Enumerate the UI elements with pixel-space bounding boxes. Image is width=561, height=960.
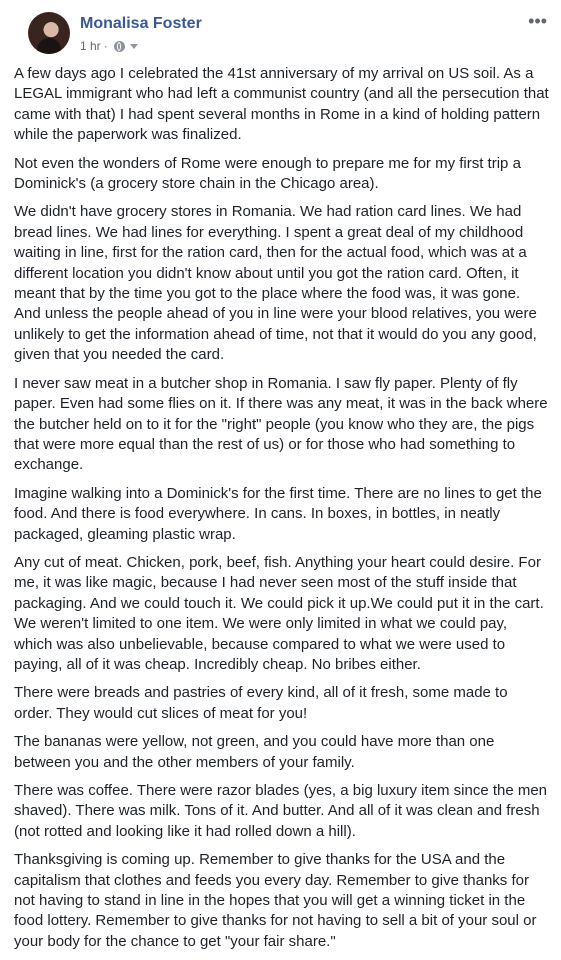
post-paragraph: There was coffee. There were razor blades (yes, a big luxury item since the men shaved). There was milk. Tons of it. And butter. And all of it was clean and fresh (not rotted and looking like it had rolled down a hill).: [14, 782, 548, 840]
post-paragraph: There were breads and pastries of every kind, all of it fresh, some made to order. They would cut slices of meat for you!: [14, 684, 508, 722]
post-paragraph: I never saw meat in a butcher shop in Romania. I saw fly paper. Plenty of fly paper. Even had some flies on it. If there was any meat, it was in the back where the butcher held on to it for the "right" people (you know who they are, the pigs that were more equal than the rest of us) or for those who had something to exchange.: [14, 374, 548, 474]
post-header: [14, 0, 561, 62]
more-options-icon[interactable]: •••: [528, 11, 547, 31]
timestamp[interactable]: 1 hr: [80, 39, 101, 53]
post-paragraph: A few days ago I celebrated the 41st anniversary of my arrival on US soil. As a LEGAL immigrant who had left a communist country (and all the persecution that came with that) I had spent several months in Rome in a kind of holding pattern while the paperwork was finalized.: [14, 65, 549, 144]
post-paragraph: Any cut of meat. Chicken, pork, beef, fish. Anything your heart could desire. For me, it was like magic, because I had never seen most of the stuff inside that packaging. And we could touch it. We could pick it up.We could put it in the cart. We weren't limited to one item. We were only limited in what we could pay, which was also unbelievable, because compared to what we were used to paying, all of it was cheap. Incredibly cheap. No bribes either.: [14, 553, 544, 673]
meta-separator: ·: [103, 39, 108, 53]
author-name[interactable]: Monalisa Foster: [80, 15, 202, 32]
globe-icon[interactable]: [114, 41, 125, 52]
chevron-down-icon[interactable]: [130, 44, 138, 49]
post-paragraph: The bananas were yellow, not green, and you could have more than one between you and the other members of your family.: [14, 733, 495, 771]
post-paragraph: Imagine walking into a Dominick's for the first time. There are no lines to get the food. And there is food everywhere. In cans. In boxes, in bottles, in neatly packaged, gleaming plastic wrap.: [14, 484, 542, 543]
avatar[interactable]: [28, 12, 70, 54]
post-body: [14, 64, 549, 960]
post-paragraph: Not even the wonders of Rome were enough to prepare me for my first trip a Dominick's (a grocery store chain in the Chicago area).: [14, 154, 521, 193]
post-meta: [80, 38, 138, 54]
post-paragraph: Thanksgiving is coming up. Remember to give thanks for the USA and the capitalism that clothes and feeds you every day. Remember to give thanks for not having to stand in line in the hopes that you will get a winning ticket in the food lottery. Remember to give thanks for not having to sell a bit of your soul or your body for the chance to get "your fair share.": [14, 851, 537, 950]
post-paragraph: We didn't have grocery stores in Romania. We had ration card lines. We had bread lines. We had lines for everything. I spent a great deal of my childhood waiting in line, first for the ration card, then for the actual food, which was at a different location you didn't know about until you got the ration card. Often, it meant that by the time you got to the place where the food was, it was gone. And unless the people ahead of you in line were your blood relatives, you were unlikely to get the information ahead of time, not that it would do you any good, given that you needed the card.: [14, 203, 537, 364]
